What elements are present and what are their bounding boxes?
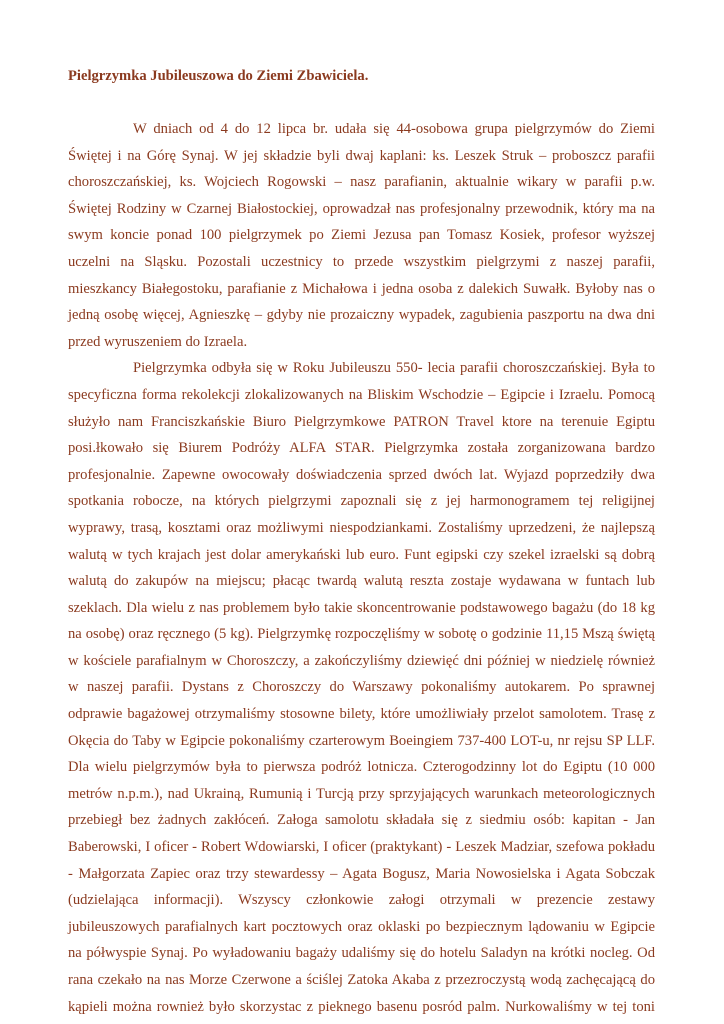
text-line: jubileuszowych parafialnych kart pocztowych oraz oklaski po bezpiecznym lądowaniu w Egipcie xyxy=(68,918,655,935)
text-line: Dla wielu pielgrzymów była to pierwsza podróż lotnicza. Czterogodzinny lot do Egiptu (10 000 xyxy=(68,759,655,776)
text-line: Okęcia do Taby w Egipcie pokonaliśmy czarterowym Boeingiem 737-400 LOT-u, nr rejsu SP LLF. xyxy=(68,732,655,749)
document-title: Pielgrzymka Jubileuszowa do Ziemi Zbawiciela. xyxy=(68,68,369,84)
text-line: uczelni na Sląsku. Pozostali uczestnicy to przede wszystkim pielgrzymi z naszej parafii, xyxy=(68,253,655,270)
text-line: na półwyspie Synaj. Po wyładowaniu bagaży udaliśmy się do hotelu Saladyn na krótki nocleg. Od xyxy=(68,945,655,962)
document-page xyxy=(68,66,655,1020)
text-line: specyficzna forma rekolekcji zlokalizowanych na Bliskim Wschodzie – Egipcie i Izraelu. Pomocą xyxy=(68,386,655,403)
text-line: rana czekało na nas Morze Czerwone a ściślej Zatoka Akaba z przezroczystą wodą zachęcającą do xyxy=(68,972,655,988)
text-line: metrów n.p.m.), nad Ukrainą, Rumunią i Turcją przy sprzyjających warunkach meteorologicznych xyxy=(68,785,655,802)
text-line: w kościele parafialnym w Choroszczy, a zakończyliśmy dziewięć dni później w niedzielę również xyxy=(68,652,655,669)
text-line: - Małgorzata Zapiec oraz trzy stewardessy – Agata Bogusz, Maria Nowosielska i Agata Sobczak xyxy=(68,865,655,882)
text-line: wyprawy, trasą, kosztami oraz możliwymi niespodziankami. Zostaliśmy uprzedzeni, że najlepszą xyxy=(68,519,655,536)
text-line: spotkania robocze, na których pielgrzymi zapoznali się z jej harmonogramem tej religijnej xyxy=(68,493,655,510)
text-line: jedną osobę więcej, Agnieszkę – gdyby nie prozaiczny wypadek, zagubienia paszportu na dwa dni xyxy=(68,307,655,324)
paragraph xyxy=(68,116,655,355)
text-line: swym koncie ponad 100 pielgrzymek po Ziemi Jezusa pan Tomasz Kosiek, profesor wyższej xyxy=(68,227,655,244)
text-line: mieszkancy Białegostoku, parafianie z Michałowa i jedna osoba z dalekich Suwałk. Byłoby nas o xyxy=(68,280,655,297)
document-body xyxy=(68,116,655,1020)
text-line: odprawie bagażowej otrzymaliśmy stosowne bilety, które umożliwiały przelot samolotem. Trasę z xyxy=(68,706,655,723)
text-line: służyło nam Franciszkańskie Biuro Pielgrzymkowe PATRON Travel ktore na terenuie Egiptu xyxy=(68,413,655,430)
text-line: (udzielająca informacji). Wszyscy członkowie załogi otrzymali w prezencie zestawy xyxy=(68,892,655,909)
text-line: szeklach. Dla wielu z nas problemem było takie skoncentrowanie podstawowego bagażu (do 18 kg xyxy=(68,599,655,616)
text-line: Świętej Rodziny w Czarnej Białostockiej, oprowadzał nas profesjonalny przewodnik, który ma na xyxy=(68,200,655,217)
text-line: kąpieli można rownież było skorzystac z pieknego basenu posród palm. Nurkowaliśmy w tej toni xyxy=(68,998,655,1015)
text-line: na osobę) oraz ręcznego (5 kg). Pielgrzymkę rozpoczęliśmy w sobotę o godzinie 11,15 Mszą świętą xyxy=(68,626,655,643)
text-line: przebiegł bez żadnych zakłóceń. Załoga samolotu składała się z siedmiu osób: kapitan - Jan xyxy=(68,812,655,829)
text-line: walutą do zakupów na miejscu; płacąc twardą walutą reszta zostaje wydawana w funtach lub xyxy=(68,573,655,590)
text-line: posi.łkowało się Biurem Podróży ALFA STAR. Pielgrzymka została zorganizowana bardzo xyxy=(68,440,655,457)
text-line: W dniach od 4 do 12 lipca br. udała się 44-osobowa grupa pielgrzymów do Ziemi xyxy=(133,121,655,137)
text-line: w naszej parafii. Dystans z Choroszczy do Warszawy pokonaliśmy autokarem. Po sprawnej xyxy=(68,679,655,696)
text-line: choroszczańskiej, ks. Wojciech Rogowski – nasz parafianin, aktualnie wikary w parafii p.w. xyxy=(68,174,655,191)
text-line: Baberowski, I oficer - Robert Wdowiarski, I oficer (praktykant) - Leszek Madziar, szefowa pokładu xyxy=(68,839,655,856)
text-line: profesjonalnie. Zapewne owocowały doświadczenia sprzed dwóch lat. Wyjazd poprzedziły dwa xyxy=(68,466,655,483)
text-line: przed wyruszeniem do Izraela. xyxy=(68,333,248,350)
text-line: Świętej i na Górę Synaj. W jej składzie byli dwaj kaplani: ks. Leszek Struk – proboszcz parafii xyxy=(68,147,655,164)
text-line: walutą w tych krajach jest dolar amerykański lub euro. Funt egipski czy szekel izraelski są dobrą xyxy=(68,546,655,563)
text-line: Pielgrzymka odbyła się w Roku Jubileuszu 550- lecia parafii choroszczańskiej. Była to xyxy=(133,360,655,377)
paragraph xyxy=(68,355,655,1020)
